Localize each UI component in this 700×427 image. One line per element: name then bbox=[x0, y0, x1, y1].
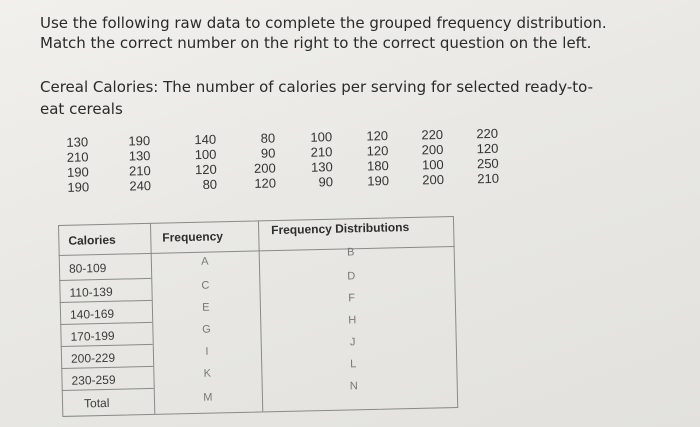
header-calories: Calories bbox=[68, 232, 116, 248]
raw-value: 80 bbox=[260, 130, 276, 146]
raw-data-column bbox=[358, 128, 389, 189]
raw-data-column bbox=[245, 130, 276, 191]
header-frequency-distributions: Frequency Distributions bbox=[271, 220, 410, 238]
raw-value: 120 bbox=[366, 143, 389, 159]
raw-value: 220 bbox=[476, 125, 499, 142]
raw-data-column bbox=[468, 126, 499, 187]
raw-value: 120 bbox=[366, 128, 389, 144]
raw-value: 210 bbox=[66, 149, 89, 165]
frequency-placeholder: C bbox=[201, 279, 210, 292]
distribution-placeholder: J bbox=[349, 336, 356, 349]
raw-value: 200 bbox=[421, 141, 444, 158]
raw-value: 210 bbox=[477, 170, 500, 187]
raw-value: 100 bbox=[310, 129, 333, 145]
class-label: 110-139 bbox=[69, 284, 113, 300]
raw-value: 120 bbox=[254, 175, 277, 191]
frequency-placeholder: I bbox=[205, 345, 209, 358]
raw-value: 190 bbox=[67, 179, 90, 195]
raw-data-column bbox=[58, 134, 89, 195]
class-label: 140-169 bbox=[69, 306, 115, 322]
frequency-placeholder: A bbox=[201, 255, 209, 268]
raw-value: 220 bbox=[421, 126, 444, 143]
dataset-title bbox=[40, 76, 670, 120]
class-label: 170-199 bbox=[70, 328, 115, 344]
raw-value: 180 bbox=[366, 158, 389, 174]
instructions bbox=[40, 13, 680, 53]
raw-value: 100 bbox=[194, 146, 217, 163]
instructions-line-1: Use the following raw data to complete the grouped frequency distribution. bbox=[40, 14, 607, 32]
distribution-placeholder: D bbox=[347, 270, 356, 283]
raw-value: 240 bbox=[129, 178, 152, 194]
distribution-placeholder: N bbox=[349, 380, 358, 393]
raw-data-column bbox=[186, 132, 217, 193]
instructions-line-2: Match the correct number on the right to the correct question on the left. bbox=[40, 34, 592, 52]
raw-value: 250 bbox=[476, 155, 499, 172]
raw-value: 140 bbox=[194, 131, 217, 148]
raw-value: 210 bbox=[310, 144, 333, 160]
raw-value: 130 bbox=[310, 159, 333, 175]
raw-value: 200 bbox=[422, 171, 445, 188]
raw-value: 100 bbox=[421, 156, 444, 173]
raw-value: 120 bbox=[476, 140, 499, 157]
raw-value: 130 bbox=[66, 134, 89, 150]
distribution-placeholder: H bbox=[348, 314, 357, 327]
raw-value: 190 bbox=[367, 173, 390, 189]
raw-value: 120 bbox=[194, 161, 217, 178]
raw-value: 210 bbox=[128, 163, 151, 179]
frequency-table bbox=[58, 216, 458, 417]
distribution-placeholder: B bbox=[346, 246, 355, 259]
class-label: 200-229 bbox=[70, 350, 116, 366]
raw-data-column bbox=[120, 133, 151, 194]
raw-value: 90 bbox=[318, 174, 334, 190]
class-label: 80-109 bbox=[68, 260, 107, 276]
frequency-placeholder: E bbox=[202, 301, 210, 314]
frequency-placeholder: G bbox=[201, 323, 211, 336]
raw-value: 190 bbox=[128, 133, 151, 149]
frequency-placeholder: K bbox=[203, 367, 212, 380]
total-label: Total bbox=[83, 395, 110, 411]
distribution-placeholder: L bbox=[350, 358, 357, 371]
raw-data-column bbox=[413, 127, 444, 188]
distribution-placeholder: F bbox=[348, 292, 356, 305]
raw-value: 200 bbox=[253, 160, 276, 176]
raw-value: 130 bbox=[128, 148, 151, 164]
dataset-title-line-2: eat cereals bbox=[40, 100, 123, 118]
dataset-title-line-1: Cereal Calories: The number of calories per serving for selected ready-to- bbox=[40, 78, 594, 96]
header-frequency: Frequency bbox=[162, 229, 224, 245]
raw-value: 80 bbox=[202, 176, 218, 192]
raw-value: 190 bbox=[66, 164, 89, 180]
raw-value: 90 bbox=[260, 145, 276, 161]
frequency-placeholder: M bbox=[203, 391, 213, 404]
raw-data-column bbox=[302, 129, 333, 190]
class-label: 230-259 bbox=[71, 372, 116, 388]
